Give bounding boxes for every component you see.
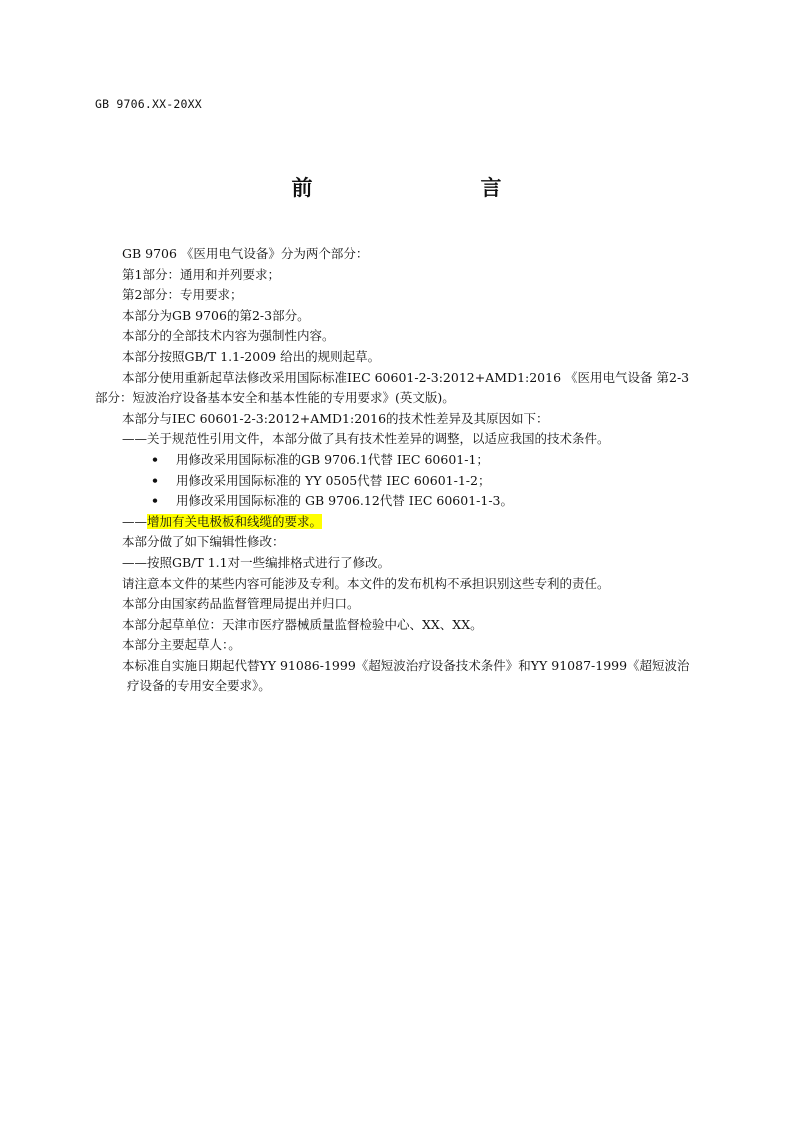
paragraph: 本部分为GB 9706的第2-3部分。 bbox=[122, 307, 310, 323]
paragraph: 本部分按照GB/T 1.1-2009 给出的规则起草。 bbox=[122, 348, 381, 364]
paragraph: ——关于规范性引用文件，本部分做了具有技术性差异的调整，以适应我国的技术条件。 bbox=[122, 431, 610, 447]
paragraph: 本部分由国家药品监督管理局提出并归口。 bbox=[122, 596, 360, 612]
dash-prefix: —— bbox=[122, 513, 147, 529]
document-code: GB 9706.XX-20XX bbox=[95, 97, 202, 111]
list-item bbox=[95, 471, 720, 492]
paragraph: 本部分主要起草人：。 bbox=[122, 637, 241, 653]
list-item-text: 用修改采用国际标准的 GB 9706.12代替 IEC 60601-1-3。 bbox=[176, 493, 514, 509]
paragraph: 本部分的全部技术内容为强制性内容。 bbox=[122, 328, 335, 344]
paragraph: 请注意本文件的某些内容可能涉及专利。本文件的发布机构不承担识别这些专利的责任。 bbox=[122, 575, 610, 591]
paragraph: ——按照GB/T 1.1对一些编排格式进行了修改。 bbox=[122, 554, 391, 570]
paragraph: 本部分做了如下编辑性修改： bbox=[122, 534, 285, 550]
paragraph: 第1部分：通用和并列要求； bbox=[122, 266, 280, 282]
paragraph: 本标准自实施日期起代替YY 91086-1999《超短波治疗设备技术条件》和YY 91087-1999《超短波治 bbox=[122, 657, 690, 673]
list-item bbox=[95, 491, 720, 512]
page-title: 前 言 bbox=[291, 175, 544, 200]
paragraph-continuation: 疗设备的专用安全要求》。 bbox=[127, 678, 271, 694]
paragraph-continuation: 部分：短波治疗设备基本安全和基本性能的专用要求》(英文版)。 bbox=[95, 390, 455, 406]
list-item-text: 用修改采用国际标准的GB 9706.1代替 IEC 60601-1； bbox=[176, 451, 489, 467]
paragraph: 第2部分：专用要求； bbox=[122, 287, 243, 303]
bullet-icon: • bbox=[151, 472, 159, 488]
list-item-text: 用修改采用国际标准的 YY 0505代替 IEC 60601-1-2； bbox=[176, 472, 491, 488]
paragraph bbox=[95, 512, 720, 533]
paragraph: 本部分使用重新起草法修改采用国际标准IEC 60601-2-3:2012+AMD1:2016 《医用电气设备 第2-3 bbox=[122, 369, 690, 385]
foreword-body bbox=[95, 244, 720, 697]
highlighted-text: 增加有关电极板和线缆的要求。 bbox=[147, 513, 323, 529]
bullet-icon: • bbox=[151, 451, 159, 467]
list-item bbox=[95, 450, 720, 471]
paragraph: 本部分与IEC 60601-2-3:2012+AMD1:2016的技术性差异及其原因如下： bbox=[122, 410, 549, 426]
paragraph: 本部分起草单位：天津市医疗器械质量监督检验中心、XX、XX。 bbox=[122, 616, 483, 632]
paragraph: GB 9706 《医用电气设备》分为两个部分： bbox=[122, 246, 369, 261]
bullet-icon: • bbox=[151, 493, 159, 509]
